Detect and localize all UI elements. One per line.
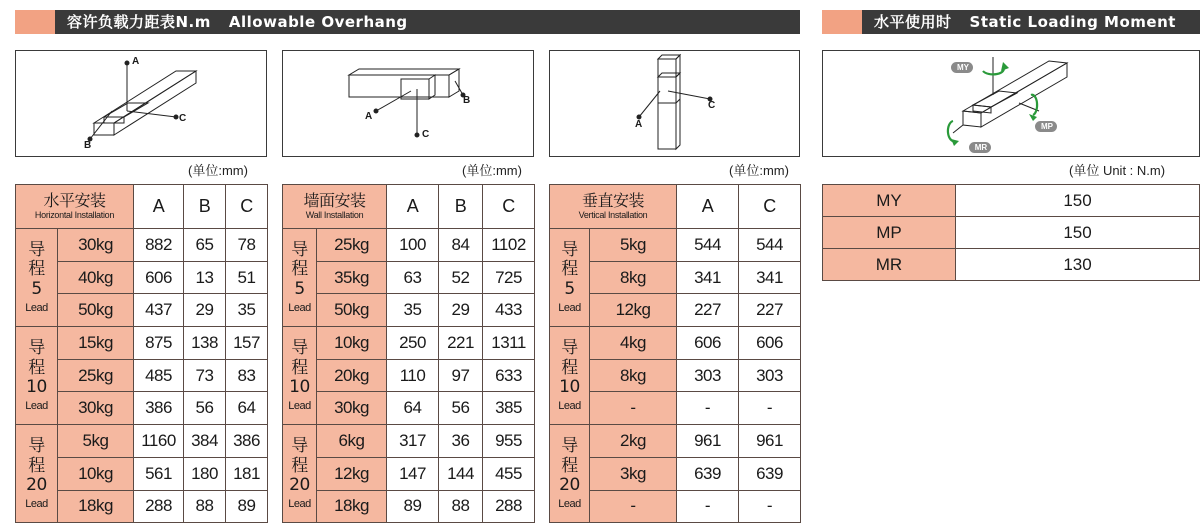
value-cell: 433 (483, 294, 535, 327)
table-header-row (16, 185, 268, 229)
moment-direction-diagram (822, 50, 1200, 157)
value-cell: 606 (739, 327, 801, 360)
value-cell: 88 (184, 490, 226, 523)
load-cell: 18kg (317, 490, 387, 523)
value-cell: 89 (226, 490, 268, 523)
table-header-row (283, 185, 535, 229)
value-cell: 1102 (483, 229, 535, 262)
value-cell: 288 (134, 490, 184, 523)
table-row (283, 359, 535, 392)
unit-label-vertical: (单位:mm) (729, 163, 789, 178)
label-a: A (365, 111, 373, 122)
load-cell: 30kg (317, 392, 387, 425)
moment-value-cell: 150 (956, 185, 1200, 217)
value-cell: 64 (387, 392, 439, 425)
table-row (823, 185, 1200, 217)
col-header-a: A (677, 185, 739, 229)
load-cell: 8kg (590, 261, 677, 294)
value-cell: 56 (439, 392, 483, 425)
table-row (283, 392, 535, 425)
value-cell: 633 (483, 359, 535, 392)
load-cell: - (590, 490, 677, 523)
value-cell: 157 (226, 327, 268, 360)
col-header-b: B (439, 185, 483, 229)
value-cell: 639 (739, 457, 801, 490)
unit-label-horizontal: (单位:mm) (188, 163, 248, 178)
value-cell: 1160 (134, 425, 184, 458)
label-my: MY (957, 63, 969, 72)
value-cell: 89 (387, 490, 439, 523)
load-cell: 4kg (590, 327, 677, 360)
value-cell: 73 (184, 359, 226, 392)
moment-value-cell: 150 (956, 217, 1200, 249)
load-cell: 40kg (58, 261, 134, 294)
wall-installation-diagram (282, 50, 534, 157)
moment-value-cell: 130 (956, 249, 1200, 281)
static-loading-moment-header (822, 10, 1200, 34)
static-moment-table (822, 184, 1200, 281)
value-cell: 110 (387, 359, 439, 392)
value-cell: 961 (677, 425, 739, 458)
wall-installation-table (282, 184, 535, 523)
moment-key-cell: MP (823, 217, 956, 249)
label-a: A (635, 119, 643, 130)
col-header-a: A (387, 185, 439, 229)
value-cell: 875 (134, 327, 184, 360)
lead-group-cell: 导 程 5 Lead (550, 229, 590, 327)
value-cell: 544 (739, 229, 801, 262)
value-cell: 639 (677, 457, 739, 490)
table-row (823, 249, 1200, 281)
vertical-installation-table (549, 184, 801, 523)
value-cell: 485 (134, 359, 184, 392)
value-cell: 100 (387, 229, 439, 262)
value-cell: 455 (483, 457, 535, 490)
value-cell: 561 (134, 457, 184, 490)
lead-group-cell: 导 程 10 Lead (16, 327, 58, 425)
value-cell: 385 (483, 392, 535, 425)
load-cell: 8kg (590, 359, 677, 392)
value-cell: 63 (387, 261, 439, 294)
header-title: 容许负载力距表N.m Allowable Overhang (67, 13, 408, 31)
table-row (550, 425, 801, 458)
load-cell: 12kg (590, 294, 677, 327)
load-cell: 35kg (317, 261, 387, 294)
value-cell: 84 (439, 229, 483, 262)
value-cell: 303 (677, 359, 739, 392)
header-accent (15, 10, 55, 34)
label-a: A (132, 56, 140, 67)
col-header-b: B (184, 185, 226, 229)
load-cell: 15kg (58, 327, 134, 360)
value-cell: 13 (184, 261, 226, 294)
load-cell: 10kg (58, 457, 134, 490)
horizontal-installation-diagram (15, 50, 267, 157)
value-cell: 386 (134, 392, 184, 425)
table-row (550, 229, 801, 262)
value-cell: 250 (387, 327, 439, 360)
value-cell: 29 (439, 294, 483, 327)
value-cell: 303 (739, 359, 801, 392)
load-cell: 30kg (58, 229, 134, 262)
value-cell: 437 (134, 294, 184, 327)
value-cell: 221 (439, 327, 483, 360)
table-row (283, 490, 535, 523)
load-cell: - (590, 392, 677, 425)
label-c: C (179, 113, 187, 124)
col-header-a: A (134, 185, 184, 229)
value-cell: 144 (439, 457, 483, 490)
unit-label-wall: (单位:mm) (462, 163, 522, 178)
moment-key-cell: MY (823, 185, 956, 217)
value-cell: 227 (677, 294, 739, 327)
value-cell: 288 (483, 490, 535, 523)
value-cell: 544 (677, 229, 739, 262)
value-cell: 88 (439, 490, 483, 523)
load-cell: 50kg (58, 294, 134, 327)
value-cell: 606 (677, 327, 739, 360)
lead-group-cell: 导 程 10 Lead (550, 327, 590, 425)
table-row (283, 425, 535, 458)
lead-group-cell: 导 程 5 Lead (283, 229, 317, 327)
value-cell: 961 (739, 425, 801, 458)
lead-group-cell: 导 程 20 Lead (16, 425, 58, 523)
value-cell: - (677, 392, 739, 425)
lead-group-cell: 导 程 20 Lead (283, 425, 317, 523)
table-row (283, 229, 535, 262)
table-row (16, 327, 268, 360)
col-header-c: C (226, 185, 268, 229)
label-b: B (84, 140, 92, 151)
value-cell: 64 (226, 392, 268, 425)
value-cell: 181 (226, 457, 268, 490)
value-cell: 384 (184, 425, 226, 458)
load-cell: 3kg (590, 457, 677, 490)
table-row (283, 457, 535, 490)
load-cell: 25kg (58, 359, 134, 392)
table-row (550, 327, 801, 360)
table-row (283, 327, 535, 360)
load-cell: 20kg (317, 359, 387, 392)
load-cell: 25kg (317, 229, 387, 262)
load-cell: 30kg (58, 392, 134, 425)
table-row (283, 294, 535, 327)
value-cell: 341 (677, 261, 739, 294)
value-cell: - (739, 490, 801, 523)
table-header-row (550, 185, 801, 229)
table-row (823, 217, 1200, 249)
load-cell: 10kg (317, 327, 387, 360)
value-cell: 83 (226, 359, 268, 392)
label-b: B (463, 95, 471, 106)
value-cell: 51 (226, 261, 268, 294)
horizontal-installation-table (15, 184, 268, 523)
value-cell: 29 (184, 294, 226, 327)
value-cell: 52 (439, 261, 483, 294)
col-header-c: C (739, 185, 801, 229)
label-c: C (422, 129, 430, 140)
value-cell: 147 (387, 457, 439, 490)
value-cell: - (739, 392, 801, 425)
load-cell: 2kg (590, 425, 677, 458)
table-row (283, 261, 535, 294)
table-title-cell: 墙面安装 Wall Installation (283, 185, 387, 229)
table-row (16, 425, 268, 458)
table-title-cell: 水平安装 Horizontal Installation (16, 185, 134, 229)
value-cell: 36 (439, 425, 483, 458)
load-cell: 5kg (58, 425, 134, 458)
header-accent (822, 10, 862, 34)
value-cell: 725 (483, 261, 535, 294)
unit-label-moment: (单位 Unit : N.m) (1069, 163, 1166, 178)
value-cell: 317 (387, 425, 439, 458)
value-cell: 138 (184, 327, 226, 360)
value-cell: 180 (184, 457, 226, 490)
allowable-overhang-header (15, 10, 800, 34)
value-cell: 35 (226, 294, 268, 327)
value-cell: 65 (184, 229, 226, 262)
value-cell: 78 (226, 229, 268, 262)
lead-group-cell: 导 程 20 Lead (550, 425, 590, 523)
value-cell: 227 (739, 294, 801, 327)
load-cell: 12kg (317, 457, 387, 490)
load-cell: 18kg (58, 490, 134, 523)
moment-key-cell: MR (823, 249, 956, 281)
value-cell: 955 (483, 425, 535, 458)
value-cell: 882 (134, 229, 184, 262)
load-cell: 50kg (317, 294, 387, 327)
col-header-c: C (483, 185, 535, 229)
table-title-cell: 垂直安装 Vertical Installation (550, 185, 677, 229)
value-cell: 56 (184, 392, 226, 425)
label-mp: MP (1041, 122, 1053, 131)
label-c: C (708, 100, 716, 111)
value-cell: - (677, 490, 739, 523)
value-cell: 1311 (483, 327, 535, 360)
value-cell: 35 (387, 294, 439, 327)
header-title: 水平使用时 Static Loading Moment (874, 13, 1176, 31)
load-cell: 5kg (590, 229, 677, 262)
load-cell: 6kg (317, 425, 387, 458)
lead-group-cell: 导 程 5 Lead (16, 229, 58, 327)
value-cell: 341 (739, 261, 801, 294)
value-cell: 386 (226, 425, 268, 458)
vertical-installation-diagram (549, 50, 800, 157)
value-cell: 97 (439, 359, 483, 392)
value-cell: 606 (134, 261, 184, 294)
table-row (16, 229, 268, 262)
label-mr: MR (974, 143, 988, 152)
lead-group-cell: 导 程 10 Lead (283, 327, 317, 425)
